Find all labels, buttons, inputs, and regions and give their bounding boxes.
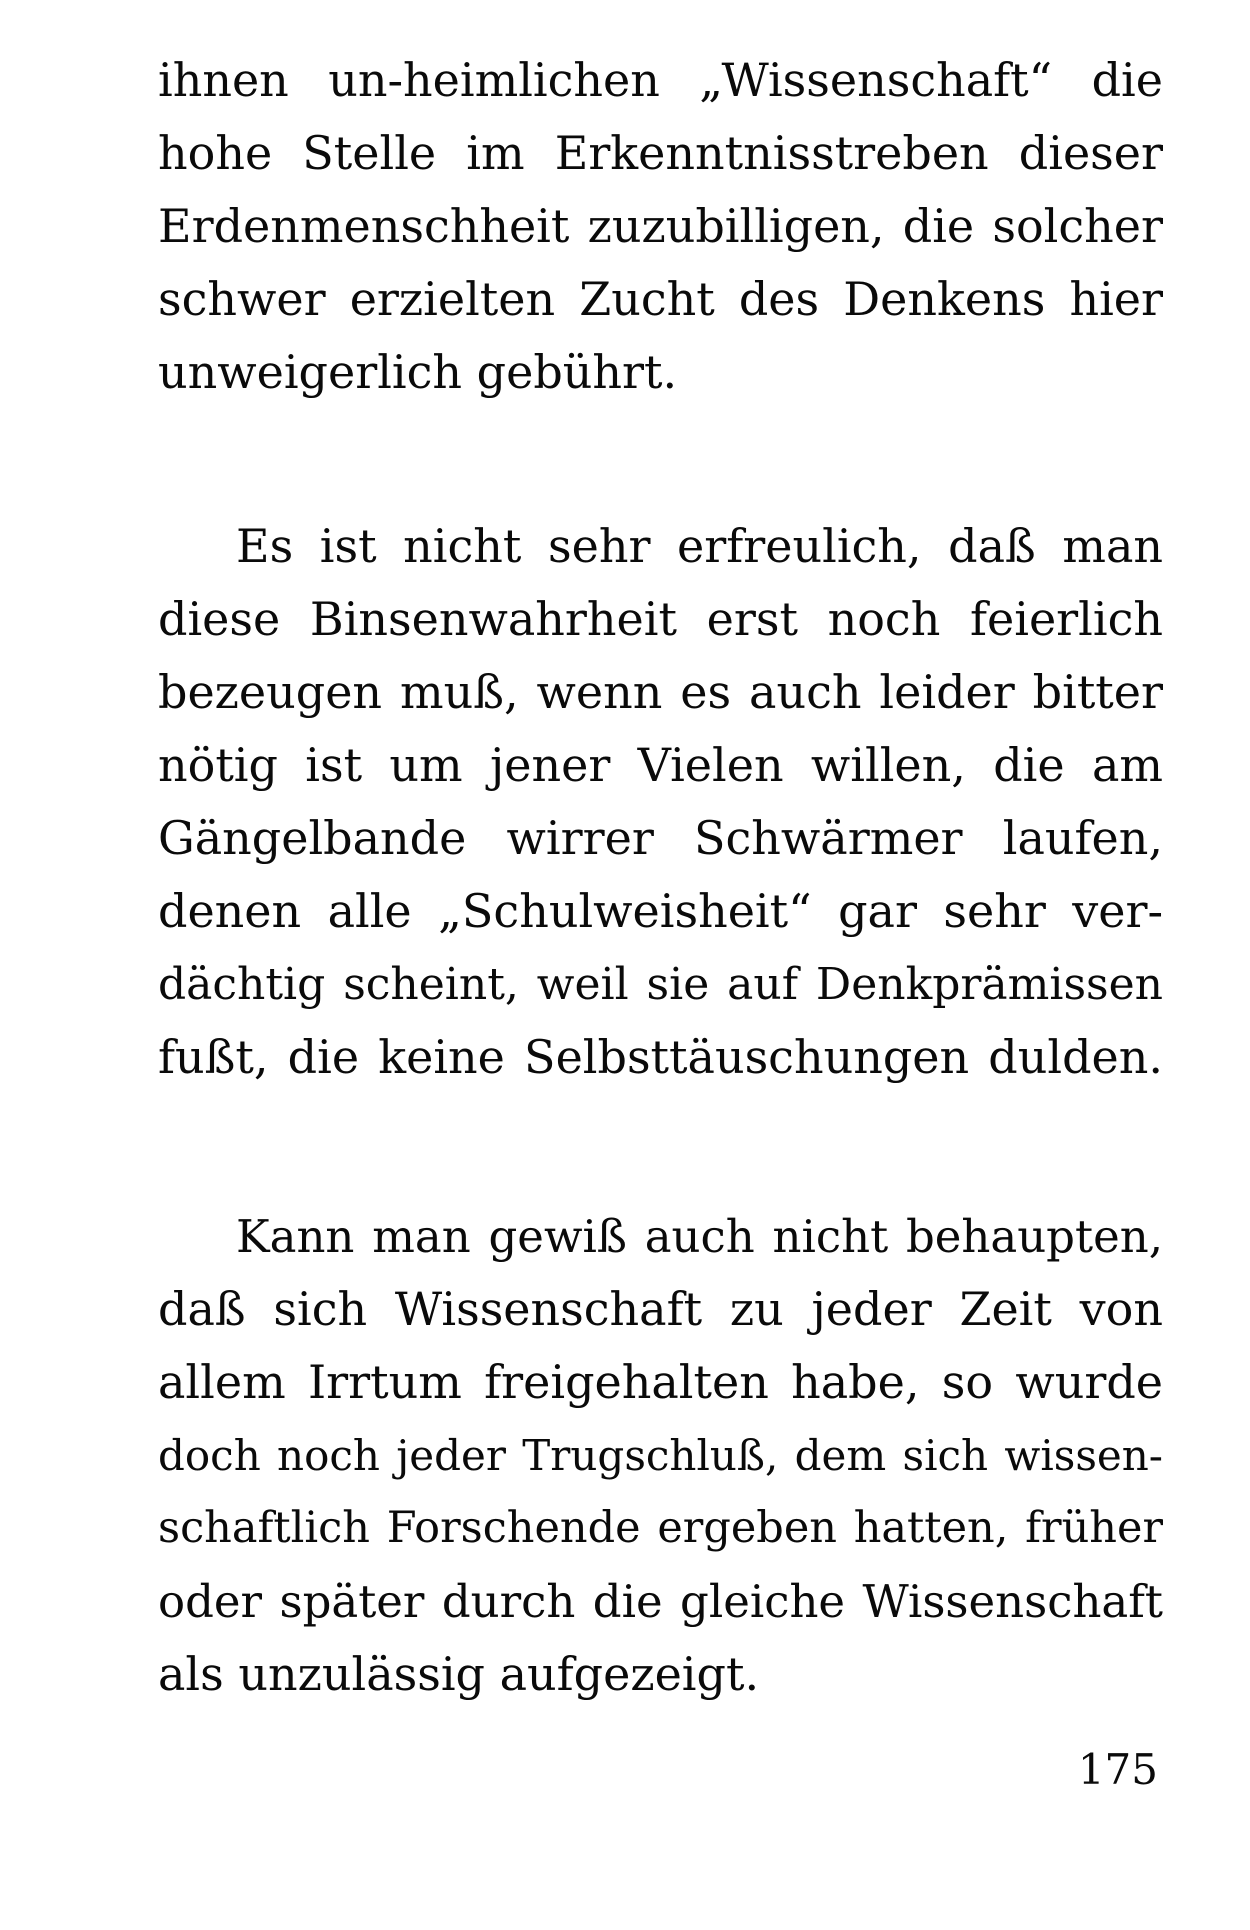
text-line: Es ist nicht sehr erfreulich, daß man bbox=[236, 519, 1163, 573]
page-number: 175 bbox=[1077, 1745, 1158, 1794]
text-line: oder später durch die gleiche Wissenschaft bbox=[158, 1575, 1163, 1628]
text-line: Gängelbande wirrer Schwärmer laufen, bbox=[158, 811, 1163, 865]
text-line: nötig ist um jener Vielen willen, die am bbox=[158, 738, 1163, 792]
text-line: diese Binsenwahrheit erst noch feierlich bbox=[158, 592, 1163, 646]
text-line: Kann man gewiß auch nicht behaupten, bbox=[236, 1210, 1163, 1263]
text-line: unweigerlich gebührt. bbox=[158, 345, 678, 399]
text-line: ihnen un-heimlichen „Wissenschaft“ die bbox=[158, 53, 1163, 107]
text-line: allem Irrtum freigehalten habe, so wurde bbox=[158, 1355, 1163, 1409]
text-line: Erdenmenschheit zuzubilligen, die solcher bbox=[158, 199, 1163, 253]
text-line: denen alle „Schulweisheit“ gar sehr ver- bbox=[158, 884, 1163, 938]
paragraph-2 bbox=[158, 510, 1163, 1094]
text-line: schaftlich Forschende ergeben hatten, früher bbox=[158, 1503, 1163, 1553]
text-line: daß sich Wissenschaft zu jeder Zeit von bbox=[158, 1282, 1163, 1336]
text-line: hohe Stelle im Erkenntnisstreben dieser bbox=[158, 126, 1163, 180]
text-line: dächtig scheint, weil sie auf Denkprämissen bbox=[158, 959, 1163, 1010]
text-line: als unzulässig aufgezeigt. bbox=[158, 1647, 760, 1701]
text-line: bezeugen muß, wenn es auch leider bitter bbox=[158, 665, 1163, 719]
text-line: doch noch jeder Trugschluß, dem sich wissen- bbox=[158, 1431, 1163, 1480]
text-line: fußt, die keine Selbsttäuschungen dulden. bbox=[158, 1030, 1163, 1084]
paragraph-3 bbox=[158, 1200, 1163, 1711]
text-line: schwer erzielten Zucht des Denkens hier bbox=[158, 272, 1163, 326]
paragraph-1 bbox=[158, 44, 1163, 409]
